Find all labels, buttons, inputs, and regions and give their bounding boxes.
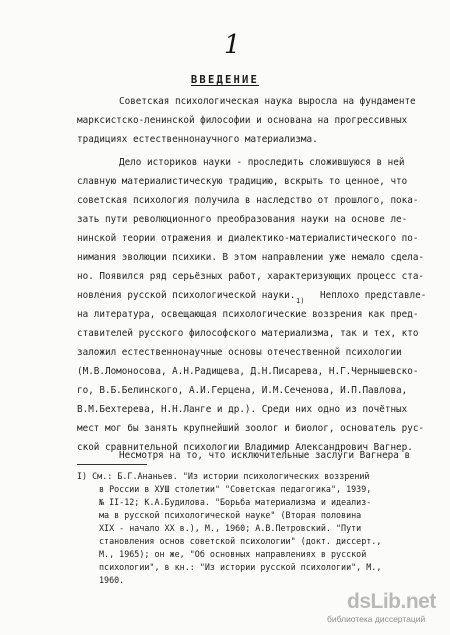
footnote-reference: 1) xyxy=(296,297,305,305)
footnote-line: становления основ советской психологии" (докт. диссерт., xyxy=(99,536,382,546)
body-line: на литература, освещающая психологические воззрения как пред- xyxy=(77,309,419,320)
body-line: В.М.Бехтерева, Н.Н.Ланге и др.). Среди них одно из почётных xyxy=(77,404,408,415)
page-number: 1 xyxy=(224,30,241,60)
body-line: (М.В.Ломоносова, А.Н.Радищева, Д.Н.Писарева, Н.Г.Чернышевско- xyxy=(77,366,419,377)
body-line: традициях естественнонаучного материализма. xyxy=(77,134,318,145)
body-line: новления русской психологической науки. xyxy=(77,290,296,301)
body-line: но. Появился ряд серьёзных работ, характеризующих процесс ста- xyxy=(77,271,425,282)
footnote-line: ма в русской психологической науке" (Вторая половина xyxy=(99,510,362,520)
body-line: марксистско-ленинской философии и основана на прогрессивных xyxy=(77,115,408,126)
footnote-separator xyxy=(77,464,147,465)
body-line: зать пути революционного преобразования науки на основе ле- xyxy=(77,214,408,225)
footnote-line: № II-12; К.А.Будилова. "Борьба материализма и идеализ- xyxy=(99,497,372,507)
footnote-line: М., 1965); он же, "Об основных направлениях в русской xyxy=(99,549,367,559)
body-line: Советская психологическая наука выросла на фундаменте xyxy=(119,96,416,107)
body-line: мест мог бы занять крупнейший зоолог и биолог, основатель рус- xyxy=(77,423,425,434)
watermark-logo: dsLib.net xyxy=(347,590,436,613)
dslib-watermark xyxy=(327,590,442,626)
body-line: го, В.Б.Белинского, А.И.Герцена, И.М.Сеченова, И.П.Павлова, xyxy=(77,385,408,396)
footnote-line: 1960. xyxy=(99,575,125,585)
footnote-line: психологии", в кн.: "Из истории русской психологии", М., xyxy=(99,562,382,572)
body-line: славную материалистическую традицию, вскрыть то ценное, что xyxy=(77,176,408,187)
body-line: ставителей русского философского материализма, так и тех, кто xyxy=(77,328,419,339)
watermark-subtitle: библиотека диссертаций xyxy=(327,614,426,624)
body-line: Неплохо представле- xyxy=(320,290,427,301)
body-line: нинской теории отражения и диалектико-материалистического по- xyxy=(77,233,419,244)
body-line: Дело историков науки - проследить сложившуюся в ней xyxy=(119,157,405,168)
page-title: ВВЕДЕНИЕ xyxy=(190,74,260,86)
body-line: заложил естественнонаучные основы отечественной психологии xyxy=(77,347,402,358)
body-line: советская психология получила в наследство от прошлого, пока- xyxy=(77,195,419,206)
footnote-line: в России в ХУШ столетии" "Советская педагогика", 1939, xyxy=(99,484,372,494)
footnote-line: I) См.: Б.Г.Ананьев. "Из истории психологических воззрений xyxy=(77,471,370,481)
body-line: ской сравнительной психологии Владимир Александрович Вагнер. xyxy=(77,442,413,453)
body-line: Несмотря на то, что исключительные заслуги Вагнера в xyxy=(119,450,411,461)
body-line: нимания эволюции психики. В этом направлении уже немало сдела- xyxy=(77,252,425,263)
footnote-line: XIX - начало XX в.), М., 1960; А.В.Петровский. "Пути xyxy=(99,523,362,533)
